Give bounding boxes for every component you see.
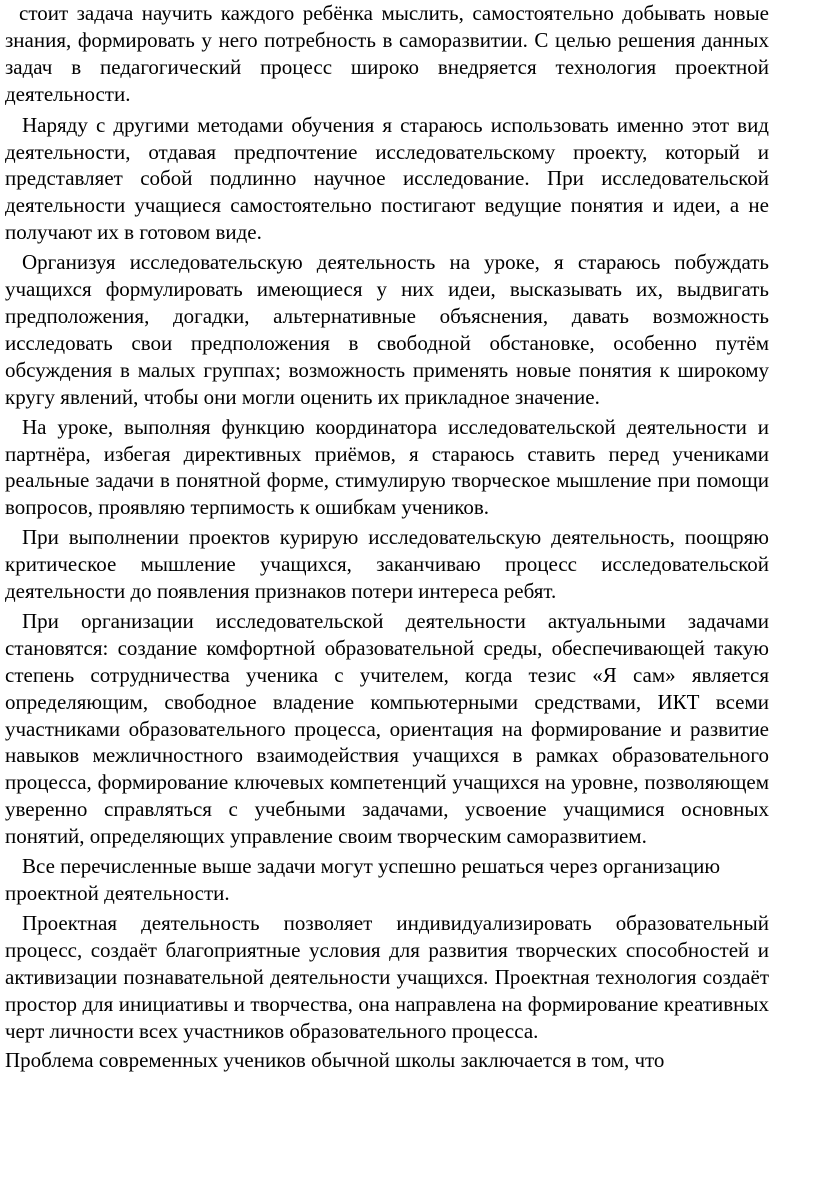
paragraph-1: стоит задача научить каждого ребёнка мыслить, самостоятельно добывать новые знания, формировать у него потребность в саморазвитии. С целью решения данных задач в педагогический процесс широко внедряется технология проектной деятельности.: [5, 1, 769, 106]
paragraph-9: Проблема современных учеников обычной школы заключается в том, что: [5, 1048, 665, 1073]
paragraph-7: Все перечисленные выше задачи могут успешно решаться через организацию проектной деятельности.: [5, 854, 721, 905]
paragraph-6: При организации исследовательской деятельности актуальными задачами становятся: создание комфортной образовательной среды, обеспечивающей такую степень сотрудничества ученика с учителем, когда тезис «Я сам» является определяющим, свободное владение компьютерными средствами, ИКТ всеми участниками образовательного процесса, ориентация на формирование и развитие навыков межличностного взаимодействия учащихся в рамках образовательного процесса, формирование ключевых компетенций учащихся на уровне, позволяющем уверенно справляться с учебными задачами, усвоение учащимися основных понятий, определяющих управление своим творческим саморазвитием.: [5, 608, 769, 849]
paragraph-5: При выполнении проектов курирую исследовательскую деятельность, поощряю критическое мышление учащихся, заканчиваю процесс исследовательской деятельности до появления признаков потери интереса ребят.: [5, 525, 769, 604]
paragraph-3: Организуя исследовательскую деятельность на уроке, я стараюсь побуждать учащихся формулировать имеющиеся у них идеи, высказывать их, выдвигать предположения, догадки, альтернативные объяснения, давать возможность исследовать свои предположения в свободной обстановке, особенно путём обсуждения в малых группах; возможность применять новые понятия к широкому кругу явлений, чтобы они могли оценить их прикладное значение.: [5, 250, 769, 409]
paragraph-4: На уроке, выполняя функцию координатора исследовательской деятельности и партнёра, избегая директивных приёмов, я стараюсь ставить перед учениками реальные задачи в понятной форме, стимулирую творческое мышление при помощи вопросов, проявляю терпимость к ошибкам учеников.: [5, 414, 769, 520]
paragraph-8: Проектная деятельность позволяет индивидуализировать образовательный процесс, создаёт благоприятные условия для развития творческих способностей и активизации познавательной деятельности учащихся. Проектная технология создаёт простор для инициативы и творчества, она направлена на формирование креативных черт личности всех участников образовательного процесса.: [5, 910, 769, 1043]
paragraph-2: Наряду с другими методами обучения я стараюсь использовать именно этот вид деятельности, отдавая предпочтение исследовательскому проекту, который и представляет собой подлинно научное исследование. При исследовательской деятельности учащиеся самостоятельно постигают ведущие понятия и идеи, а не получают их в готовом виде.: [5, 112, 769, 245]
